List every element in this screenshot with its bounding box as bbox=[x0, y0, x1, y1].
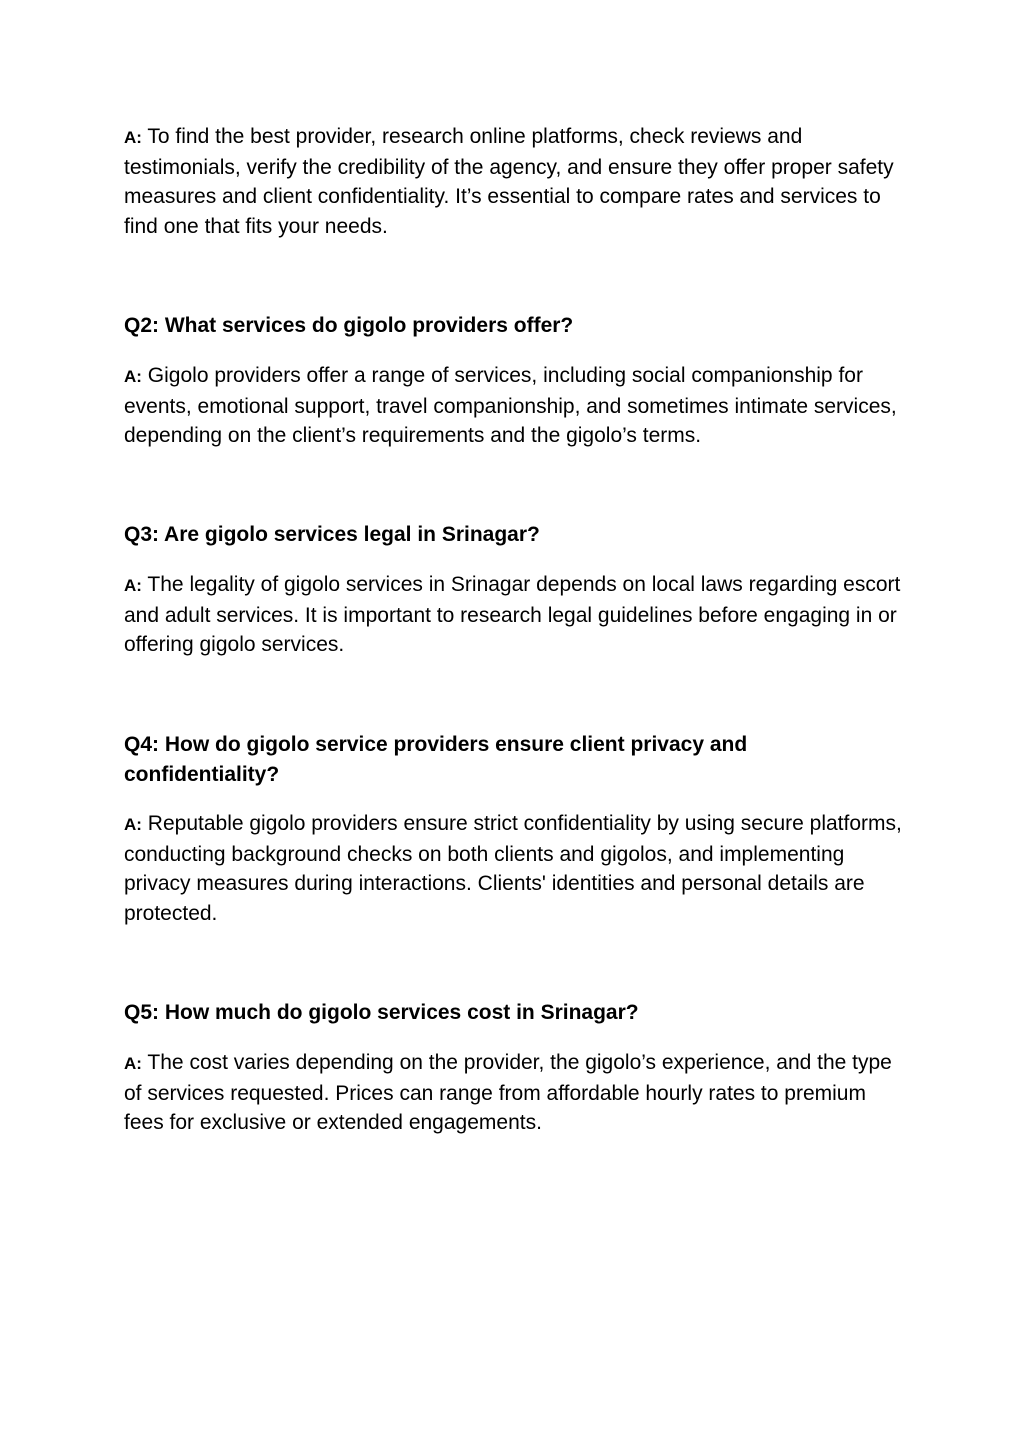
question-q3: Q3: Are gigolo services legal in Srinagar? bbox=[124, 523, 540, 546]
answer-text: The legality of gigolo services in Srinagar depends on local laws regarding escort and adult services. It is important to research legal guidelines before engaging in or offering gigolo services. bbox=[124, 573, 901, 657]
question-q5: Q5: How much do gigolo services cost in Srinagar? bbox=[124, 1001, 639, 1024]
answer-q4 bbox=[124, 809, 904, 928]
answer-text: The cost varies depending on the provider, the gigolo’s experience, and the type of services requested. Prices can range from affordable hourly rates to premium fees for exclusive or extended engagements. bbox=[124, 1051, 892, 1135]
answer-label: A: bbox=[124, 1054, 142, 1073]
answer-label: A: bbox=[124, 367, 142, 386]
answer-q3 bbox=[124, 570, 904, 660]
answer-label: A: bbox=[124, 128, 142, 147]
answer-q5 bbox=[124, 1048, 904, 1138]
answer-label: A: bbox=[124, 815, 142, 834]
answer-text: Reputable gigolo providers ensure strict confidentiality by using secure platforms, conducting background checks on both clients and gigolos, and implementing privacy measures during interactions. Clients' identities and personal details are protected. bbox=[124, 812, 902, 925]
answer-q1 bbox=[124, 122, 904, 241]
answer-q2 bbox=[124, 361, 904, 451]
answer-text: Gigolo providers offer a range of services, including social companionship for events, emotional support, travel companionship, and sometimes intimate services, depending on the client’s requirements and the gigolo’s terms. bbox=[124, 364, 897, 448]
answer-text: To find the best provider, research online platforms, check reviews and testimonials, verify the credibility of the agency, and ensure they offer proper safety measures and client confidentiality. It’s essential to compare rates and services to find one that fits your needs. bbox=[124, 125, 894, 238]
answer-label: A: bbox=[124, 576, 142, 595]
question-q4: Q4: How do gigolo service providers ensure client privacy and confidentiality? bbox=[124, 733, 748, 786]
question-q2: Q2: What services do gigolo providers offer? bbox=[124, 314, 574, 337]
